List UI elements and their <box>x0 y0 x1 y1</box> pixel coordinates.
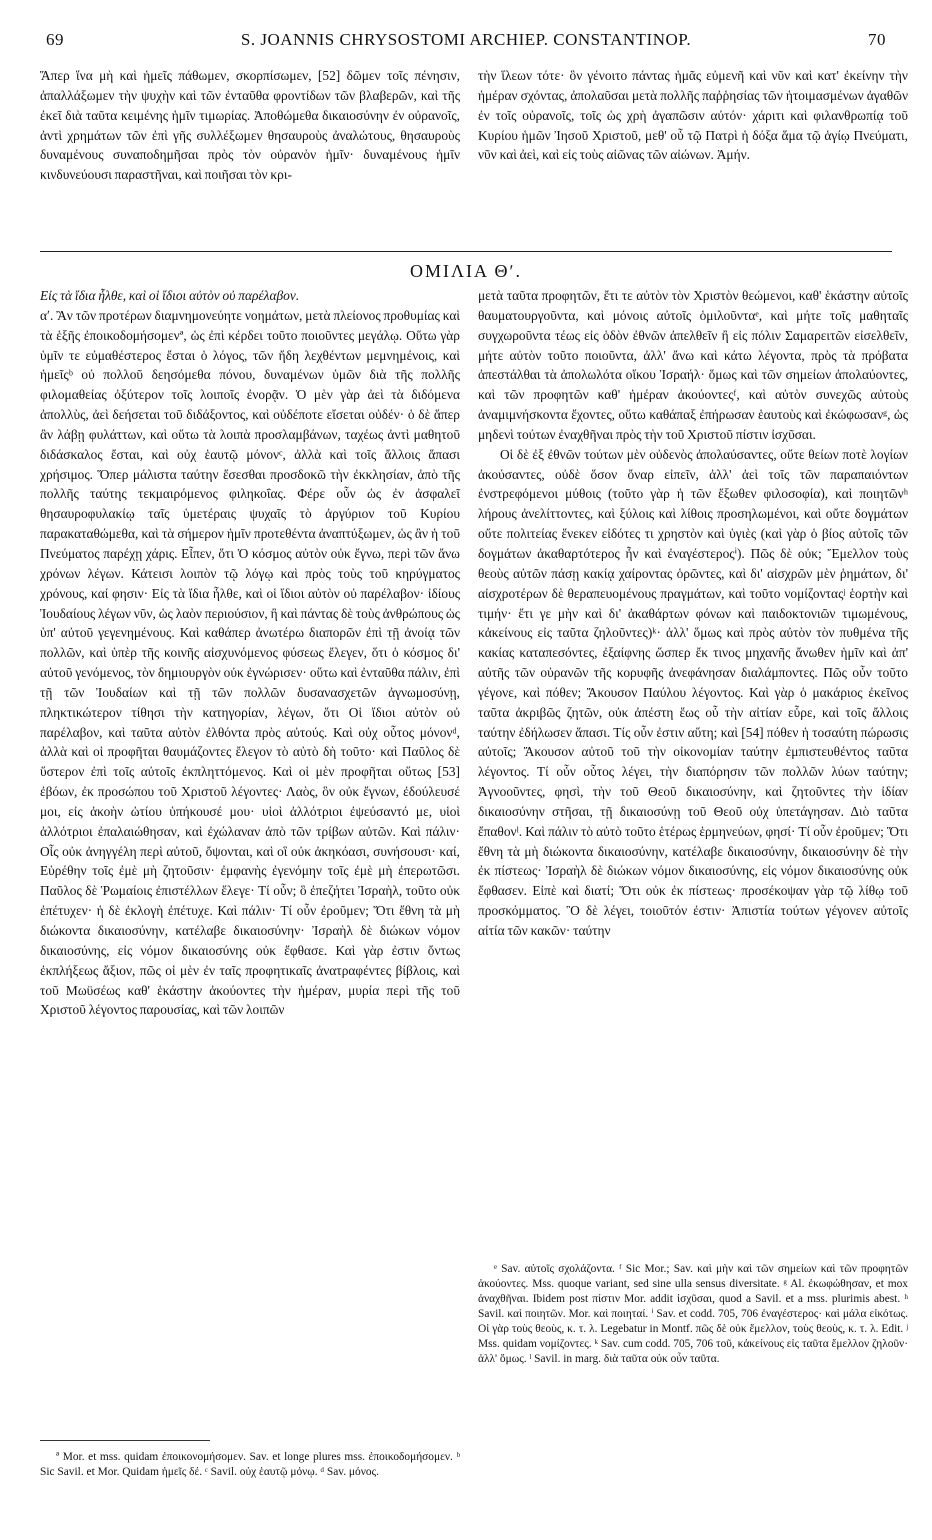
footnote-rule <box>40 1440 210 1441</box>
running-title: S. JOANNIS CHRYSOSTOMI ARCHIEP. CONSTANTINOP. <box>240 30 692 49</box>
main-left-column <box>40 286 460 1020</box>
footnotes-left <box>40 1450 460 1480</box>
top-right-column <box>478 66 908 165</box>
main-right-column <box>478 286 908 941</box>
right-page-number: 70 <box>868 30 886 49</box>
footnotes-right <box>478 1262 908 1367</box>
homily-title: ΟΜΙΛΙΑ Θʹ. <box>410 261 522 281</box>
main-left-paragraph: αʹ. Ἂν τῶν προτέρων διαμνημονεύητε νοημάτων, μετὰ πλείονος προθυμίας καὶ τὰ ἑξῆς ἐποικοδομήσομενª, ὡς ἐπὶ κέρδει τοῦτο ποιοῦντες μεγάλῳ. Οὕτω γὰρ ὑμῖν τε εὐμαθέστερος ἔσται ὁ λόγος, τῶν ἤδη λεχθέντων μεμνημένοις, καὶ ἡμεῖςᵇ οὐ πολλοῦ δεησόμεθα πόνου, δυναμένων ὑμῶν διὰ τῆς πολλῆς φιλομαθείας ὀξύτερον τοῖς λοιποῖς ἐνορᾷν. Ὁ μὲν γὰρ ἀεὶ τὰ διδόμενα ἀπολλὺς, ἀεὶ δεήσεται τοῦ διδάξοντος, καὶ οὐδέποτε εἴσεται οὐδέν· ὁ δὲ ἅπερ ἂν λάβῃ φυλάττων, καὶ οὕτω τὰ λοιπὰ προσλαμβάνων, ταχέως ἀντὶ μαθητοῦ διδάσκαλος ἔσται, καὶ οὐχ ἑαυτῷ μόνονᶜ, ἀλλὰ καὶ τοῖς ἄλλοις ἅπασι χρήσιμος. Ὅπερ μάλιστα ταύτην ἔσεσθαι προσδοκῶ τὴν ἐκκλησίαν, ἀπὸ τῆς πολλῆς ταύτης τεκμαιρόμενος φιληκοΐας. Φέρε οὖν ὡς ἐν ἀσφαλεῖ θησαυροφυλακίῳ ταῖς ὑμετέραις ψυχαῖς τὸ ἀργύριον τοῦ Κυρίου παρακαταθώμεθα, καὶ τὰ σήμερον ἡμῖν προτεθέντα ἀναπτύξωμεν, ὡς ἂν ἡ τοῦ Πνεύματος παρέχῃ χάρις. Εἶπεν, ὅτι Ὁ κόσμος αὐτὸν οὐκ ἔγνω, περὶ τῶν ἄνω χρόνων λέγων. Κάτεισι λοιπὸν τῷ λόγῳ καὶ πρὸς τοὺς τοῦ κηρύγματος χρόνους, καί φησιν· Εἰς τὰ ἴδια ἦλθε, καὶ οἱ ἴδιοι αὐτὸν οὐ παρέλαβον· ἰδίους Ἰουδαίους λέγων νῦν, ὡς λαὸν περιούσιον, ἢ καὶ πάντας δὲ τοὺς ἀνθρώπους ὡς ὑπ' αὐτοῦ γεγενημένους. Καὶ καθάπερ ἀνωτέρω διαπορῶν ἐπὶ τῇ ἀνοίᾳ τῶν πολλῶν, καὶ ὑπὲρ τῆς κοινῆς αἰσχυνόμενος φύσεως ἔλεγεν, ὅτι ὁ κόσμος δι' αὐτοῦ γενόμενος, τὸν δημιουργὸν οὐκ ἐγνώρισεν· οὕτω καὶ ἐνταῦθα πάλιν, ἐπὶ τῇ τῶν Ἰουδαίων καὶ τῇ τῶν πολλῶν δυσανασχετῶν ἀγνωμοσύνῃ, πληκτικώτερον τίθησι τὴν κατηγορίαν, λέγων, ὅτι Οἱ ἴδιοι αὐτὸν οὐ παρέλαβον, καὶ ταῦτα αὐτὸν ἐλθόντα πρὸς αὐτούς. Καὶ οὐχ οὗτος μόνονᵈ, ἀλλὰ καὶ οἱ προφῆται θαυμάζοντες ἔλεγον τὸ αὐτὸ δὴ τοῦτο· καὶ Παῦλος δὲ ὕστερον ἐπὶ τοῖς αὐτοῖς ἐκπληττόμενος. Καὶ οἱ μὲν προφῆται οὕτως [53] ἐβόων, ἐκ προσώπου τοῦ Χριστοῦ λέγοντες· Λαὸς, ὃν οὐκ ἔγνων, ἐδούλευσέ μοι, εἰς ἀκοὴν ὠτίου ὑπήκουσέ μου· υἱοὶ ἀλλότριοι ἐψεύσαντό με, υἱοὶ ἀλλότριοι ἐπαλαιώθησαν, καὶ ἐχώλαναν ἀπὸ τῶν τρίβων αὐτῶν. Καὶ πάλιν· Οἷς οὐκ ἀνηγγέλη περὶ αὐτοῦ, ὄψονται, καὶ οἳ οὐκ ἀκηκόασι, συνήσουσι· καί, Εὑρέθην τοῖς ἐμὲ μὴ ζητοῦσιν· ἐμφανὴς ἐγενόμην τοῖς ἐμὲ μὴ ἐπερωτῶσι. Παῦλος δὲ Ῥωμαίοις ἐπιστέλλων ἔλεγε· Τί οὖν; ὃ ἐπεζήτει Ἰσραὴλ, τοῦτο οὐκ ἐπέτυχεν· ἡ δὲ ἐκλογὴ ἐπέτυχε. Καὶ πάλιν· Τί οὖν ἐροῦμεν; Ὅτι ἔθνη τὰ μὴ διώκοντα δικαιοσύνην, κατέλαβε δικαιοσύνην· Ἰσραὴλ δὲ διώκων νόμον δικαιοσύνης, εἰς νόμον δικαιοσύνης οὐκ ἔφθασε. Καὶ γὰρ ἐστιν ὄντως ἐκπλήξεως ἄξιον, πῶς οἱ μὲν ἐν ταῖς προφητικαῖς ἀνατραφέντες βίβλοις, καὶ τοῦ Μωϋσέως καθ' ἑκάστην ἀκούοντες τὴν ἡμέραν, μυρία περὶ τῆς τοῦ Χριστοῦ λέγοντος παρουσίας, καὶ τῶν λοιπῶν <box>40 307 460 1018</box>
footnote-block-right: ᵉ Sav. αὐτοῖς σχολάζοντα. ᶠ Sic Mor.; Sav. καὶ μὴν καὶ τῶν σημείων καὶ τῶν προφητῶν ἀκούοντες. Mss. quoque variant, sed sine ulla sensus diversitate. ᵍ Al. ἐκωφώθησαν, et mox ἀναχθῆναι. Ibidem post πίστιν Mor. addit ἰσχῦσαι, quod a Savil. et a mss. plurimis abest. ʰ Savil. καὶ ποιητῶν. Mor. καὶ ποιηταί. ⁱ Sav. et codd. 705, 706 ἐναγέστερος· καὶ μάλα εἰκότως. Οἱ γὰρ τοὺς θεοὺς, κ. τ. λ. Legebatur in Montf. πῶς δὲ οὐκ ἔμελλον, τοὺς θεοὺς, κ. τ. λ. Edit. ʲ Mss. quidam νομίζοντες. ᵏ Sav. cum codd. 705, 706 τοῦ, κἀκείνους εἰς ταῦτα ἔμελλον ζηλοῦν· ἀλλ' ὅμως. ˡ Savil. in marg. διὰ ταῦτα οὐκ οὖν ταῦτα. <box>478 1263 908 1365</box>
footnote-block-left: ª Mor. et mss. quidam ἐποικονομήσομεν. Sav. et longe plures mss. ἐποικοδομήσομεν. ᵇ Sic Savil. et Mor. Quidam ἡμεῖς δέ. ᶜ Savil. οὐχ ἑαυτῷ μόνῳ. ᵈ Sav. μόνος. <box>40 1451 460 1478</box>
top-left-column <box>40 66 460 185</box>
scripture-heading: Εἰς τὰ ἴδια ἦλθε, καὶ οἱ ἴδιοι αὐτὸν οὐ παρέλαβον. <box>40 288 300 303</box>
top-left-paragraph: Ἅπερ ἵνα μὴ καὶ ἡμεῖς πάθωμεν, σκορπίσωμεν, [52] δῶμεν τοῖς πένησιν, ἀπαλλάξωμεν τὴν ψυχὴν καὶ τῶν ἐνταῦθα φροντίδων τῶν βλαβερῶν, καὶ τῆς ἐκεῖ διὰ ταῦτα κειμένης ἡμῖν τιμωρίας. Ἀποθώμεθα δικαιοσύνην ἐν οὐρανοῖς, ἀντὶ χρημάτων τῶν ἐπὶ γῆς συλλέξωμεν θησαυροὺς ἀναλώτους, θησαυροὺς δυναμένους συναποδημῆσαι πρὸς τὸν οὐρανὸν ἡμῖν· δυναμένους ἡμῖν κινδυνεύουσι παραστῆναι, καὶ ποιῆσαι τὸν κρι- <box>40 68 460 183</box>
top-right-paragraph: τὴν ἵλεων τότε· ὃν γένοιτο πάντας ἡμᾶς εὐμενῆ καὶ νῦν καὶ κατ' ἐκείνην τὴν ἡμέραν σχόντας, ἀπολαῦσαι μετὰ πολλῆς παῤῥησίας τῶν ἡτοιμασμένων ἀγαθῶν ἐν τοῖς οὐρανοῖς, τοῖς ὡς χρὴ ἀγαπῶσιν αὐτόν· χάριτι καὶ φιλανθρωπίᾳ τοῦ Κυρίου ἡμῶν Ἰησοῦ Χριστοῦ, μεθ' οὗ τῷ Πατρὶ ἡ δόξα ἅμα τῷ ἁγίῳ Πνεύματι, νῦν καὶ ἀεὶ, καὶ εἰς τοὺς αἰῶνας τῶν αἰώνων. Ἀμήν. <box>478 68 908 163</box>
main-right-paragraph-2: Οἱ δὲ ἐξ ἐθνῶν τούτων μὲν οὐδενὸς ἀπολαύσαντες, οὔτε θείων ποτὲ λογίων ἀκούσαντες, οὐδὲ ὅσον ὄναρ εἰπεῖν, ἀλλ' ἀεὶ τοῖς τῶν παραπαιόντων ἐνστρεφόμενοι μύθοις (τοῦτο γὰρ ἡ τῶν ἔξωθεν φιλοσοφία), καὶ ποιητῶνʰ λήρους ἀνελίττοντες, καὶ ξύλοις καὶ λίθοις προσηλωμένοι, καὶ οὔτε δογμάτων οὔτε πολιτείας ἕνεκεν εἰδότες τι χρηστὸν καὶ ὑγιὲς (καὶ γὰρ ὁ βίος αὐτοῖς τῶν δογμάτων ἀκαθαρτότερος ἦν καὶ ἐναγέστεροςⁱ). Πῶς δὲ οὐκ; Ἔμελλον τοὺς θεοὺς αὐτῶν πάσῃ κακίᾳ χαίροντας ὁρῶντες, καὶ δι' αἰσχρῶν μὲν ῥημάτων, δι' αἰσχροτέρων δὲ θεραπευομένους πραγμάτων, καὶ τοῦτο νομίζονταςʲ ἑορτὴν καὶ τιμήν· ἔτι γε μὴν καὶ δι' ἀκαθάρτων φόνων καὶ παιδοκτονιῶν τιμωμένους, κἀκείνους εἰς ταῦτα ζηλοῦντες)ᵏ· ἀλλ' ὅμως καὶ πρὸς αὐτὸν τὸν πυθμένα τῆς κακίας καταπεσόντες, ἐξαίφνης ὥσπερ ἔκ τινος μηχανῆς ἄνωθεν ἡμῖν καὶ ἀπ' αὐτῆς τῶν οὐρανῶν τῆς κορυφῆς ἀνεφάνησαν διαλάμποντες. Πῶς οὖν τοῦτο γέγονε, καὶ πόθεν; Ἄκουσον Παύλου λέγοντος. Καὶ γὰρ ὁ μακάριος ἐκεῖνος ταῦτα ἀκριβῶς ζητῶν, οὐκ ἀπέστη ἕως οὗ τὴν αἰτίαν εὗρε, καὶ τοῖς ἄλλοις ταύτην ἐδήλωσεν ἅπασι. Τίς οὖν ἐστιν αὕτη; καὶ [54] πόθεν ἡ τοσαύτη πώρωσις αὐτοῖς; Ἄκουσον αὐτοῦ τοῦ τὴν οἰκονομίαν ταύτην ἐμπιστευθέντος ταῦτα λέγοντος. Τί οὖν οὗτος λέγει, τὴν διαπόρησιν τῶν πολλῶν λύων ταύτην; Ἀγνοοῦντες, φησὶ, τὴν τοῦ Θεοῦ δικαιοσύνην, καὶ ζητοῦντες τὴν ἰδίαν δικαιοσύνην στῆσαι, τῇ δικαιοσύνῃ τοῦ Θεοῦ οὐχ ὑπετάγησαν. Διὸ ταῦτα ἔπαθονˡ. Καὶ πάλιν τὸ αὐτὸ τοῦτο ἑτέρως ἑρμηνεύων, φησί· Τί οὖν ἐροῦμεν; Ὅτι ἔθνη τὰ μὴ διώκοντα δικαιοσύνην, κατέλαβε δικαιοσύνην, δικαιοσύνην δὲ τὴν ἐκ πίστεως· Ἰσραὴλ δὲ διώκων νόμον δικαιοσύνης, εἰς νόμον δικαιοσύνης οὐκ ἔφθασεν. Εἰπὲ καὶ διατί; Ὅτι οὐκ ἐκ πίστεως· προσέκοψαν γὰρ τῷ λίθῳ τοῦ προσκόμματος. Ὃ δὲ λέγει, τοιοῦτόν ἐστιν· Ἀπιστία τούτων γέγονεν αὐτοῖς αἰτία τῶν κακῶν· ταύτην <box>478 446 908 938</box>
running-header <box>30 30 902 56</box>
main-right-paragraph-1: μετὰ ταῦτα προφητῶν, ἔτι τε αὐτὸν τὸν Χριστὸν θεώμενοι, καθ' ἑκάστην αὐτοῖς θαυματουργοῦντα, καὶ μόνοις αὐτοῖς ὁμιλοῦνταᵉ, καὶ μήτε τοῖς μαθηταῖς συγχωροῦντα τέως εἰς ὁδὸν ἐθνῶν ἀπελθεῖν ἢ εἰς πόλιν Σαμαρειτῶν εἰσελθεῖν, μήτε αὐτὸν τοῦτο ποιοῦντα, ἀλλ' ἄνω καὶ κάτω λέγοντα, πρὸς τὰ πρόβατα ἀπεστάλθαι τὰ ἀπολωλότα οἴκου Ἰσραήλ· ὅμως καὶ τῶν σημείων ἀπολαύοντες, καὶ τῶν προφητῶν καθ' ἡμέραν ἀκούοντεςᶠ, καὶ αὐτὸν συνεχῶς αὐτοὺς ἀναμιμνήσκοντα ἔχοντες, οὕτω καθάπαξ ἐπήρωσαν ἑαυτοὺς καὶ ἐκώφωσανᵍ, ὡς μηδενὶ τούτων ἐναχθῆναι πρὸς τὴν τοῦ Χριστοῦ πίστιν ἰσχῦσαι. <box>478 288 908 442</box>
left-page-number: 69 <box>46 30 64 49</box>
section-divider <box>40 251 892 252</box>
